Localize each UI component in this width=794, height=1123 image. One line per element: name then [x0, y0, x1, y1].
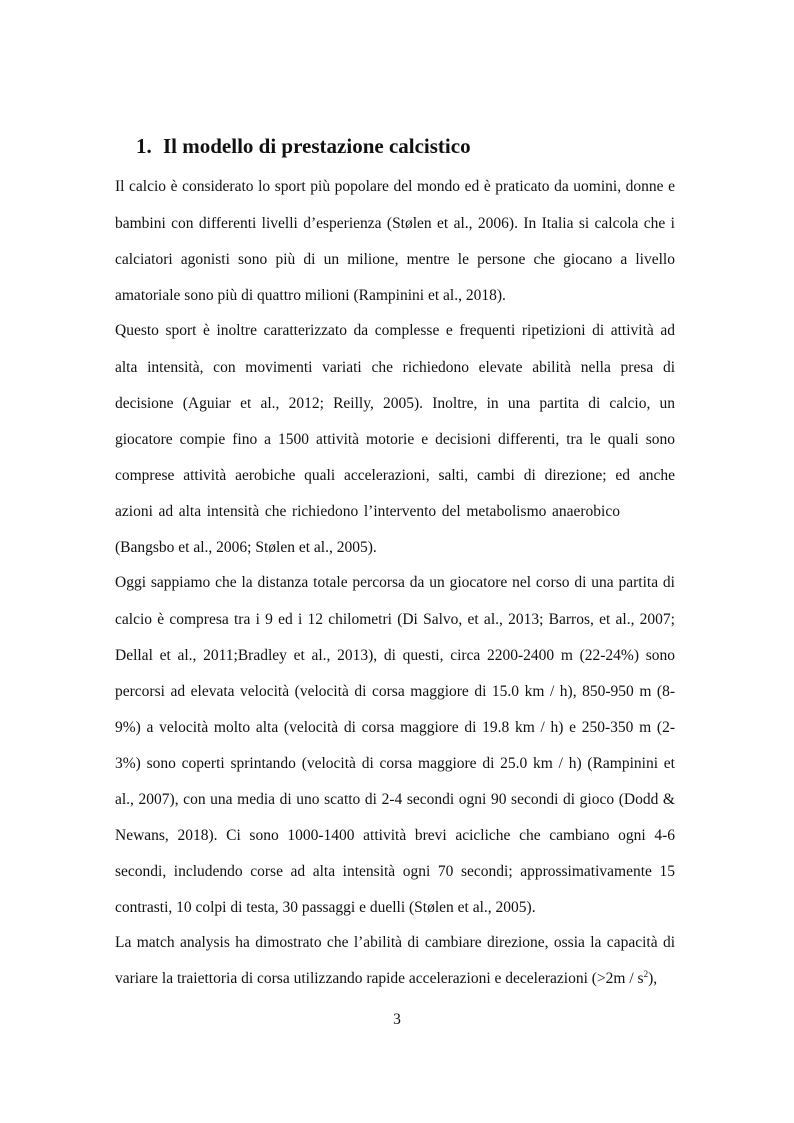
- paragraph-line: Newans, 2018). Ci sono 1000-1400 attività brevi acicliche che cambiano ogni 4-6: [115, 827, 675, 844]
- paragraph-line: calciatori agonisti sono più di un milione, mentre le persone che giocano a livello: [115, 251, 675, 268]
- last-line-suffix: ),: [648, 970, 658, 987]
- paragraph-line: Il calcio è considerato lo sport più popolare del mondo ed è praticato da uomini, donne e: [115, 178, 675, 195]
- paragraph-line: alta intensità, con movimenti variati che richiedono elevate abilità nella presa di: [115, 359, 675, 376]
- paragraph-line: amatoriale sono più di quattro milioni (Rampinini et al., 2018).: [115, 287, 506, 304]
- paragraph-line: 9%) a velocità molto alta (velocità di corsa maggiore di 19.8 km / h) e 250-350 m (2-: [115, 719, 675, 736]
- paragraph-line: contrasti, 10 colpi di testa, 30 passaggi e duelli (Stølen et al., 2005).: [115, 899, 536, 916]
- paragraph-line: Questo sport è inoltre caratterizzato da complesse e frequenti ripetizioni di attività ad: [115, 322, 675, 339]
- paragraph-line: decisione (Aguiar et al., 2012; Reilly, 2005). Inoltre, in una partita di calcio, un: [115, 395, 675, 412]
- section-heading: [136, 131, 471, 161]
- section-number: 1.: [136, 134, 152, 158]
- paragraph-line: bambini con differenti livelli d’esperienza (Stølen et al., 2006). In Italia si calcola che i: [115, 215, 675, 232]
- paragraph-line: giocatore compie fino a 1500 attività motorie e decisioni differenti, tra le quali sono: [115, 431, 675, 448]
- paragraph-line: percorsi ad elevata velocità (velocità di corsa maggiore di 15.0 km / h), 850-950 m (8-: [115, 683, 675, 700]
- paragraph-line: calcio è compresa tra i 9 ed i 12 chilometri (Di Salvo, et al., 2013; Barros, et al., 2007;: [115, 611, 675, 628]
- paragraph-line-last: [115, 969, 657, 989]
- paragraph-line: al., 2007), con una media di uno scatto di 2-4 secondi ogni 90 secondi di gioco (Dodd &: [115, 791, 675, 808]
- paragraph-line: La match analysis ha dimostrato che l’abilità di cambiare direzione, ossia la capacità di: [115, 934, 675, 951]
- paragraph-line: 3%) sono coperti sprintando (velocità di corsa maggiore di 25.0 km / h) (Rampinini et: [115, 755, 675, 772]
- paragraph-line: (Bangsbo et al., 2006; Stølen et al., 2005).: [115, 539, 377, 556]
- last-line-text: variare la traiettoria di corsa utilizzando rapide accelerazioni e decelerazioni (>2m / s: [115, 970, 644, 987]
- paragraph-line: comprese attività aerobiche quali accelerazioni, salti, cambi di direzione; ed anche: [115, 467, 675, 484]
- superscript-exponent: 2: [643, 969, 649, 979]
- paragraph-line: secondi, includendo corse ad alta intensità ogni 70 secondi; approssimativamente 15: [115, 863, 675, 880]
- page-number: 3: [393, 1011, 401, 1028]
- paragraph-line: Dellal et al., 2011;Bradley et al., 2013), di questi, circa 2200-2400 m (22-24%) sono: [115, 647, 675, 664]
- paragraph-line: azioni ad alta intensità che richiedono l’intervento del metabolismo anaerobico: [115, 503, 620, 520]
- paragraph-line: Oggi sappiamo che la distanza totale percorsa da un giocatore nel corso di una partita di: [115, 574, 675, 591]
- section-title: Il modello di prestazione calcistico: [163, 134, 471, 158]
